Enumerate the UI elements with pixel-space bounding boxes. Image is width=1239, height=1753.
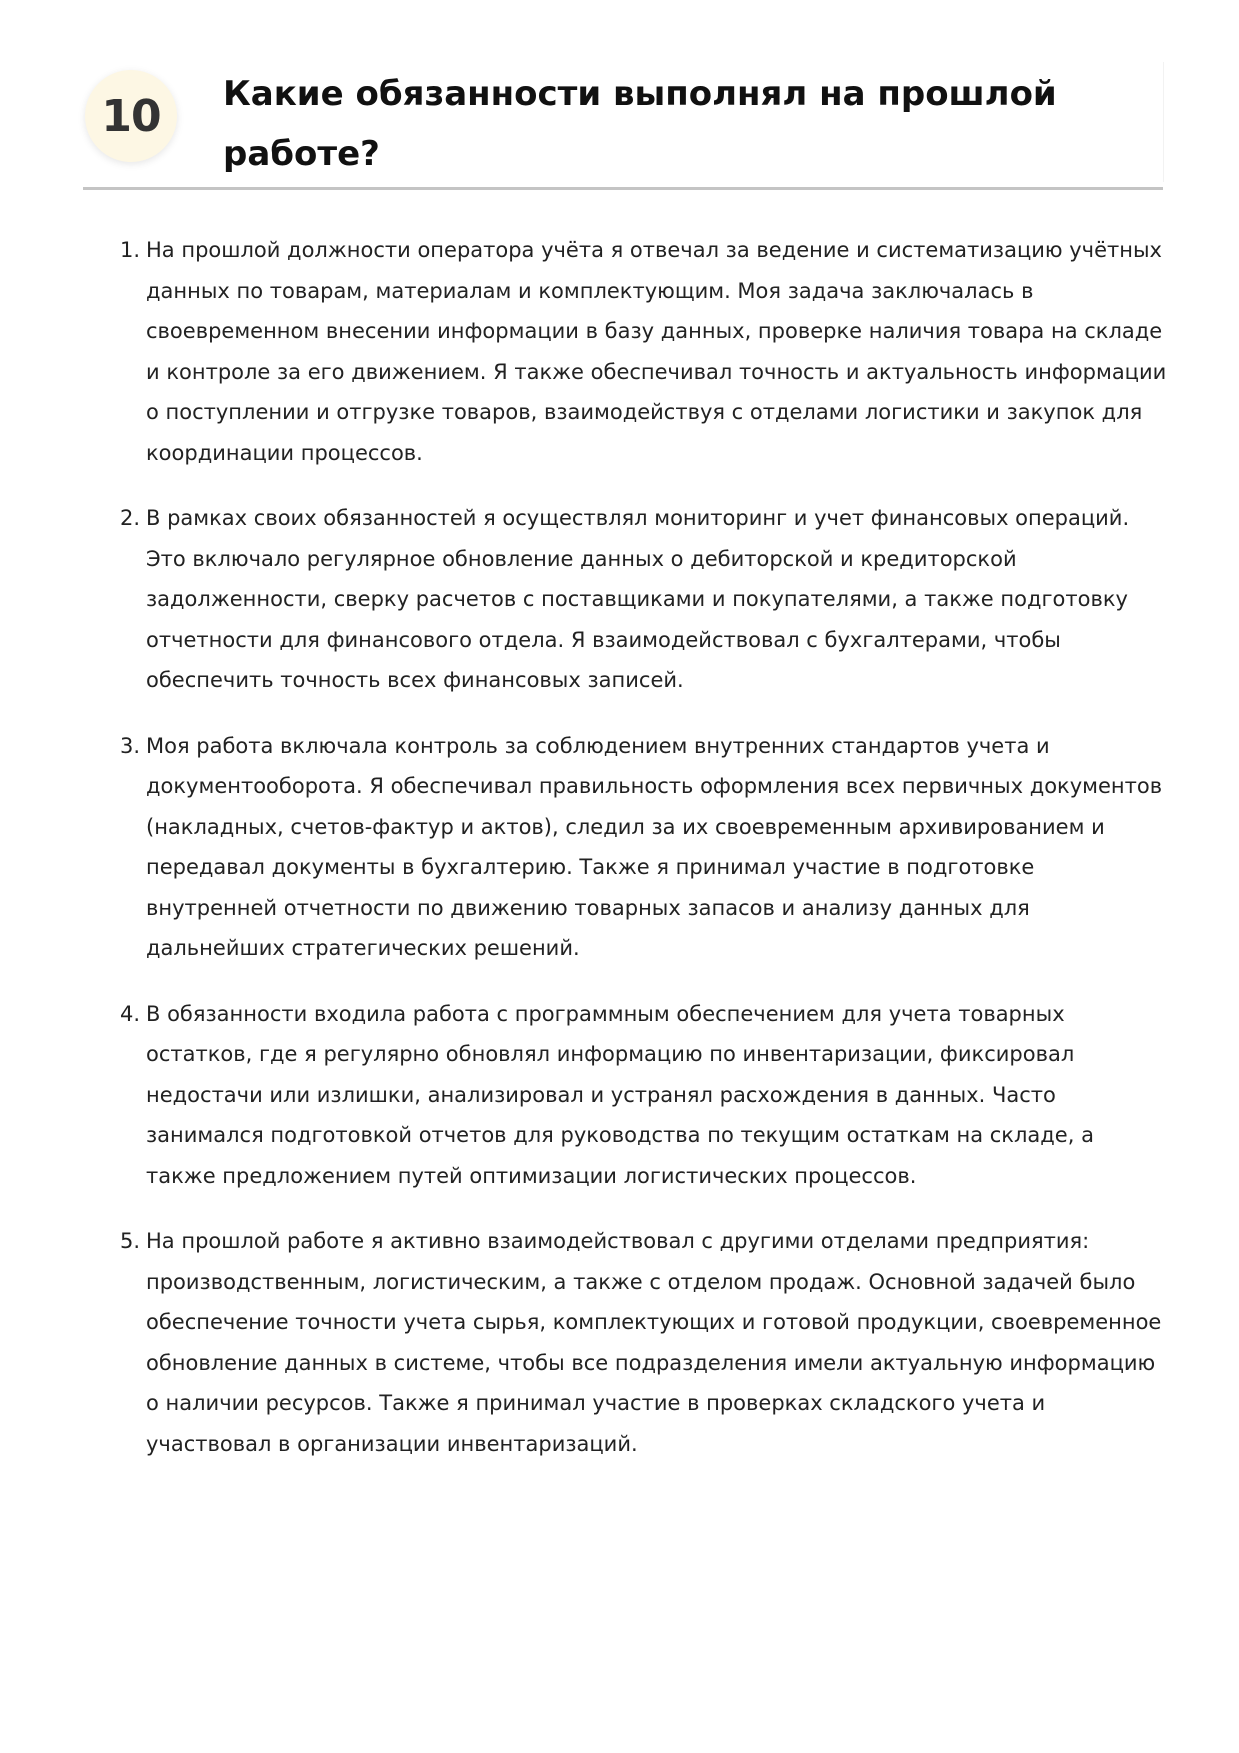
item-text: Моя работа включала контроль за соблюдением внутренних стандартов учета и документооборота. Я обеспечивал правильность оформления всех первичных документов (накладных, счетов-фактур и актов), следил за их своевременным архивированием и передавал документы в бухгалтерию. Также я принимал участие в подготовке внутренней отчетности по движению товарных запасов и анализу данных для дальнейших стратегических решений.: [146, 733, 1163, 960]
question-number-badge: 10: [85, 70, 177, 162]
list-item: [120, 726, 1170, 969]
item-number: 2.: [120, 506, 141, 530]
header-divider: [83, 187, 1163, 190]
list-item: [120, 1221, 1170, 1464]
question-header: [83, 62, 1163, 188]
item-text: На прошлой должности оператора учёта я отвечал за ведение и систематизацию учётных данных по товарам, материалам и комплектующим. Моя задача заключалась в своевременном внесении информации в базу данных, проверке наличия товара на складе и контроле за его движением. Я также обеспечивал точность и актуальность информации о поступлении и отгрузке товаров, взаимодействуя с отделами логистики и закупок для координации процессов.: [146, 238, 1167, 465]
item-number: 3.: [120, 733, 141, 758]
list-item: [120, 498, 1170, 701]
header-edge: [1163, 62, 1164, 182]
item-text: В обязанности входила работа с программным обеспечением для учета товарных остатков, где я регулярно обновлял информацию по инвентаризации, фиксировал недостачи или излишки, анализировал и устранял расхождения в данных. Часто занимался подготовкой отчетов для руководства по текущим остаткам на складе, а также предложением путей оптимизации логистических процессов.: [146, 1001, 1094, 1188]
item-text: В рамках своих обязанностей я осуществлял мониторинг и учет финансовых операций. Это включало регулярное обновление данных о дебиторской и кредиторской задолженности, сверку расчетов с поставщиками и покупателями, а также подготовку отчетности для финансового отдела. Я взаимодействовал с бухгалтерами, чтобы обеспечить точность всех финансовых записей.: [146, 506, 1130, 692]
list-item: [120, 230, 1170, 473]
item-text: На прошлой работе я активно взаимодействовал с другими отделами предприятия: производственным, логистическим, а также с отделом продаж. Основной задачей было обеспечение точности учета сырья, комплектующих и готовой продукции, своевременное обновление данных в системе, чтобы все подразделения имели актуальную информацию о наличии ресурсов. Также я принимал участие в проверках складского учета и участвовал в организации инвентаризаций.: [146, 1229, 1162, 1456]
question-title: Какие обязанности выполнял на прошлой работе?: [223, 74, 1057, 174]
item-number: 5.: [120, 1229, 141, 1253]
item-number: 1.: [120, 238, 141, 262]
answer-list: [120, 230, 1170, 1489]
list-item: [120, 994, 1170, 1197]
item-number: 4.: [120, 1001, 141, 1026]
